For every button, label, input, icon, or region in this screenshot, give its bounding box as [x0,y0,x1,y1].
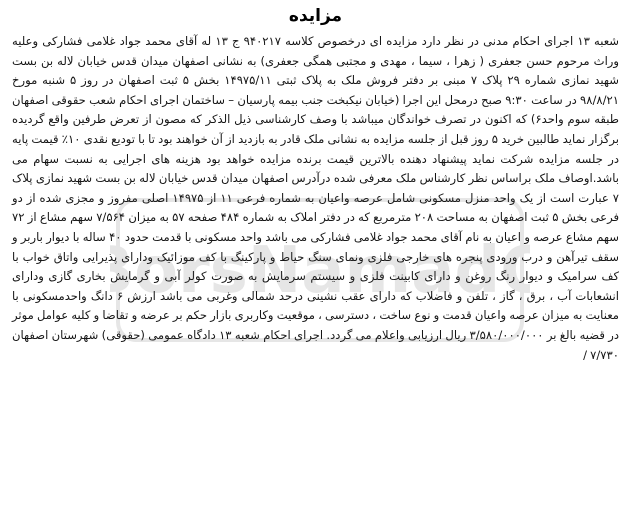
notice-title: مزایده [288,6,343,26]
svg-text:BorsNamadO: orsNamadO [134,234,530,308]
notice-body: شعبه ۱۳ اجرای احکام مدنی در نظر دارد مزایده ای درخصوص کلاسه ۹۴۰۲۱۷ ج ۱۳ له آقای محمد جواد غلامی فشارکی وعلیه وراث مرحوم حسن جعفری ( زهرا ، سیما ، مهدی و مجتبی همگی جعفری) به نشانی اصفهان میدان قدس خیابان لاله بن بست شهید نمازی شماره ۲۹ پلاک ۷ مبنی بر دفتر فروش ملک به پلاک ثبتی ۱۴۹۷۵/۱۱ بخش ۵ ثبت اصفهان در روز ۵ شنبه مورخ ۹۸/۸/۲۱ در ساعت ۹:۳۰ صبح درمحل این اجرا (خیابان نیکبخت جنب بیمه پارسیان – ساختمان اجرای احکام شعب حقوقی اصفهان طبقه سوم واحد۶) که اکنون در تصرف خواندگان میباشد با وصف کارشناسی ذیل الذکر که مصون از تعرض طرفین واقع گردیده برگزار نماید طالبین خرید ۵ روز قبل از جلسه مزایده به نشانی ملک قادر به بازدید از آن خواهند بود تا با تودیع نقدی ۱۰٪ قیمت پایه در جلسه مزایده شرکت نماید پیشنهاد دهنده بالاترین قیمت برنده مزایده خواهد بود هزینه های اجرایی به نسبت سهام می باشد.اوصاف ملک براساس نظر کارشناس ملک معرفی شده درآدرس اصفهان میدان قدس خیابان لاله بن بست شهید نمازی پلاک ۷ عبارت است از یک واحد منزل مسکونی شامل عرصه واعیان به شماره فرعی ۱۱ از ۱۴۹۷۵ اصلی مفروز و مجزی شده از دو فرعی بخش ۵ ثبت اصفهان به مساحت ۲۰۸ مترمربع که در دفتر املاک به شماره ۴۸۴ صفحه ۵۷ به میزان ۷/۵۶۴ سهم مشاع از ۷۲ سهم مشاع عرصه و اعیان به نام آقای محمد جواد غلامی فشارکی می باشد واحد مسکونی با قدمت حدود ۴۰ ساله با دیوار باربر و سقف تیرآهن و درب ورودی پنجره های خارجی فلزی ونمای سنگ حیاط و پارکینگ با کف موزائیک ودارای پذیرایی واتاق خواب با کف سرامیک و دیوار رنگ روغن و دارای کابینت فلزی و سیستم سرمایش به صورت کولر آبی و گرمایش بخاری گازی ودارای انشعابات آب ، برق ، گاز ، تلفن و فاضلاب که دارای عقب نشینی درحد شمالی وغربی می باشد ارزش ۶ دانگ واحدمسکونی با معنایت به میزان عرصه واعیان قدمت و نوع ساخت ، دسترسی ، موقعیت وکاربری بازار حکم بر عرضه و تقاضا و کلیه عوامل موثر در قضیه بالغ بر ۳/۵۸۰/۰۰۰/۰۰۰ ریال ارزیابی واعلام می گردد. اجرای احکام شعبه ۱۳ دادگاه عمومی (حقوقی) شهرستان اصفهان ۷/۷۳۰ / [12,34,620,362]
